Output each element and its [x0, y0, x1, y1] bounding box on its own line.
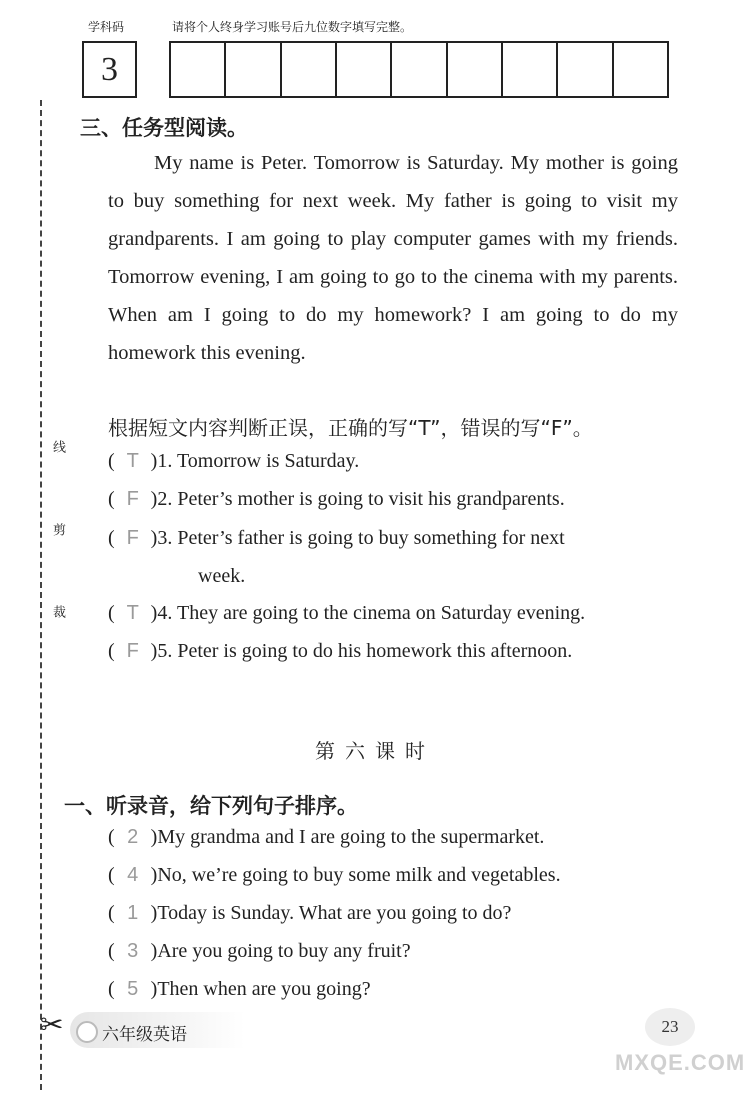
- account-number-boxes: [169, 41, 669, 98]
- answer-blank[interactable]: 3: [127, 940, 139, 962]
- digit-box[interactable]: [558, 43, 613, 96]
- digit-box[interactable]: [171, 43, 226, 96]
- judge-instruction: 根据短文内容判断正误，正确的写“T”，错误的写“F”。: [108, 416, 593, 440]
- answer-blank[interactable]: 5: [127, 978, 139, 1000]
- book-title: 六年级英语: [102, 1025, 187, 1045]
- question-text: )2. Peter’s mother is going to visit his grandparents.: [150, 488, 565, 510]
- cut-line-word: 线: [50, 440, 65, 453]
- cut-line-word: 裁: [50, 605, 65, 618]
- question-item: ( 5 )Then when are you going?: [108, 978, 371, 1000]
- answer-blank[interactable]: 2: [127, 826, 139, 848]
- answer-blank[interactable]: F: [126, 640, 139, 662]
- question-text: )Today is Sunday. What are you going to do?: [150, 902, 512, 924]
- bullet-icon: [76, 1021, 98, 1043]
- question-item: ( T )1. Tomorrow is Saturday.: [108, 450, 360, 472]
- watermark: MXQE.COM: [615, 1050, 746, 1075]
- lesson-title: 第六课时: [315, 739, 435, 763]
- question-item: ( F )3. Peter’s father is going to buy something for next week.: [108, 519, 678, 595]
- answer-blank[interactable]: T: [126, 450, 139, 472]
- digit-box[interactable]: [337, 43, 392, 96]
- question-text: )4. They are going to the cinema on Saturday evening.: [150, 602, 586, 624]
- digit-box[interactable]: [448, 43, 503, 96]
- answer-blank[interactable]: 1: [127, 902, 139, 924]
- digit-box[interactable]: [392, 43, 447, 96]
- question-item: ( F )2. Peter’s mother is going to visit his grandparents.: [108, 488, 565, 510]
- reading-passage: My name is Peter. Tomorrow is Saturday. My mother is going to buy something for next week. My father is going to visit my grandparents. I am going to play computer games with my friends. Tomorrow evening, I am going to go to the cinema with my parents. When am I going to do my homework? I am going to do my homework this evening.: [108, 152, 678, 364]
- page-number: 23: [645, 1008, 695, 1046]
- scissors-icon: ✂: [40, 1008, 64, 1041]
- account-instruction: 请将个人终身学习账号后九位数字填写完整。: [172, 20, 413, 34]
- question-text: )Are you going to buy any fruit?: [150, 940, 411, 962]
- digit-box[interactable]: [226, 43, 281, 96]
- answer-blank[interactable]: F: [126, 488, 139, 510]
- question-text: )1. Tomorrow is Saturday.: [150, 450, 360, 472]
- question-item: ( T )4. They are going to the cinema on Saturday evening.: [108, 602, 586, 624]
- question-item: ( 2 )My grandma and I are going to the supermarket.: [108, 826, 545, 848]
- question-item: ( 3 )Are you going to buy any fruit?: [108, 940, 411, 962]
- question-item: ( 4 )No, we’re going to buy some milk and vegetables.: [108, 864, 561, 886]
- cut-line: [40, 100, 42, 1090]
- question-text: )5. Peter is going to do his homework this afternoon.: [150, 640, 573, 662]
- cut-line-word: 剪: [50, 523, 65, 536]
- answer-blank[interactable]: 4: [127, 864, 139, 886]
- question-item: ( 1 )Today is Sunday. What are you going to do?: [108, 902, 512, 924]
- question-text: )Then when are you going?: [150, 978, 371, 1000]
- subject-code-label: 学科码: [88, 20, 125, 34]
- question-text-continued: week.: [198, 565, 246, 587]
- question-text: )My grandma and I are going to the supermarket.: [150, 826, 545, 848]
- section-heading: 三、任务型阅读。: [80, 116, 248, 140]
- subject-code-box[interactable]: 3: [82, 41, 137, 98]
- digit-box[interactable]: [282, 43, 337, 96]
- digit-box[interactable]: [614, 43, 667, 96]
- answer-blank[interactable]: F: [126, 527, 139, 549]
- question-item: ( F )5. Peter is going to do his homework this afternoon.: [108, 640, 573, 662]
- digit-box[interactable]: [503, 43, 558, 96]
- section-heading: 一、听录音，给下列句子排序。: [64, 794, 358, 818]
- question-text: )3. Peter’s father is going to buy something for next: [150, 527, 565, 549]
- question-text: )No, we’re going to buy some milk and vegetables.: [150, 864, 561, 886]
- answer-blank[interactable]: T: [126, 602, 139, 624]
